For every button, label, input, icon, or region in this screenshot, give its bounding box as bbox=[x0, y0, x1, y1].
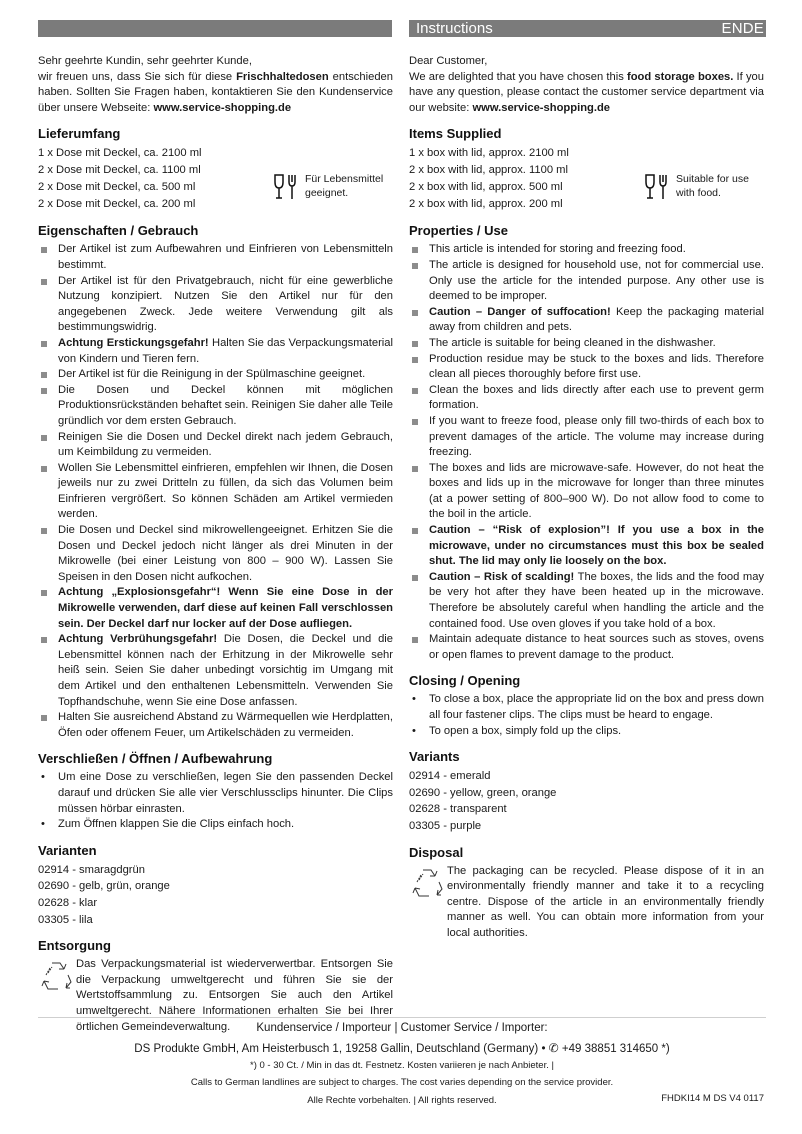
supply-section bbox=[38, 145, 393, 213]
disposal-text: Das Verpackungsmaterial ist wiederverwertbar. Entsorgen Sie die Verpackung umweltgerecht und führen Sie sie der Wertstoffsammlung zu. Entsorgen Sie auch den Artikel umweltgerecht. Nähere Informationen erhalten Sie bei Ihrer örtlichen Gemeindeverwaltung. bbox=[76, 958, 393, 1033]
properties-heading: Eigenschaften / Gebrauch bbox=[38, 223, 199, 239]
list-item: Der Artikel ist zum Aufbewahren und Einfrieren von Lebensmitteln bestimmt. bbox=[38, 242, 393, 273]
footer bbox=[38, 1020, 766, 1108]
closing-list bbox=[409, 692, 764, 739]
properties-heading: Properties / Use bbox=[409, 223, 508, 239]
food-safe-symbol bbox=[644, 173, 760, 201]
footer-cost-note-de: *) 0 - 30 Ct. / Min in das dt. Festnetz. Kosten variieren je nach Anbieter. | bbox=[250, 1060, 554, 1071]
column-german bbox=[38, 54, 393, 1035]
list-item: • To open a box, simply fold up the clips. bbox=[409, 724, 764, 740]
list-item: 2 x box with lid, approx. 200 ml bbox=[409, 198, 563, 211]
list-item: If you want to freeze food, please only fill two-thirds of each box to prevent damages of the article. The volume may increase during freezing. bbox=[409, 414, 764, 461]
footer-service-title: Kundenservice / Importeur | Customer Service / Importer: bbox=[256, 1022, 548, 1034]
caution-explosion: Caution – “Risk of explosion”! If you use a box in the microwave, under no circumstances must this box be sealed shut. The lid may only lie loosely on the box. bbox=[409, 523, 764, 570]
list-item: The article is designed for household use, not for commercial use. Only use the article for the intended purpose. Any other use is deemed to be improper. bbox=[409, 258, 764, 305]
list-item: 2 x box with lid, approx. 1100 ml bbox=[409, 164, 568, 177]
list-item: 02628 - klar bbox=[38, 896, 98, 909]
supply-heading: Items Supplied bbox=[409, 126, 502, 142]
header-language-code: ENDE bbox=[721, 20, 764, 37]
list-item: 02690 - gelb, grün, orange bbox=[38, 880, 170, 893]
disposal-heading: Entsorgung bbox=[38, 938, 111, 954]
list-item: 02628 - transparent bbox=[409, 803, 507, 816]
list-item: The article is suitable for being cleaned in the dishwasher. bbox=[409, 336, 764, 352]
list-item: 1 x box with lid, approx. 2100 ml bbox=[409, 147, 569, 160]
caution-explosion: Achtung „Explosionsgefahr“! Wenn Sie eine Dose in der Mikrowelle verwenden, darf diese auf keinen Fall verschlossen sein. Der Deckel darf nur locker auf der Dose aufliegen. bbox=[38, 585, 393, 632]
list-item: Die Dosen und Deckel können mit möglichen Produktionsrückständen behaftet sein. Reinigen Sie daher alle Teile gründlich vor dem ersten Gebrauch. bbox=[38, 383, 393, 430]
variants-heading: Varianten bbox=[38, 842, 97, 858]
list-item: 1 x Dose mit Deckel, ca. 2100 ml bbox=[38, 147, 202, 160]
header-bar-en bbox=[409, 20, 766, 37]
list-item: Reinigen Sie die Dosen und Deckel direkt nach jedem Gebrauch, um Keimbildung zu vermeiden. bbox=[38, 430, 393, 461]
footer-divider bbox=[38, 1017, 766, 1018]
list-item: Maintain adequate distance to heat sources such as stoves, ovens or open flames to prevent damage to the product. bbox=[409, 632, 764, 663]
list-item: • Um eine Dose zu verschließen, legen Sie den passenden Deckel darauf und drücken Sie alle vier Verschlussclips hinunter. Die Clips müssen hörbar einrasten. bbox=[38, 770, 393, 817]
disposal-section bbox=[409, 864, 764, 942]
list-item: 02914 - smaragdgrün bbox=[38, 863, 145, 876]
list-item: 2 x Dose mit Deckel, ca. 500 ml bbox=[38, 181, 196, 194]
intro-paragraph: We are delighted that you have chosen this food storage boxes. If you have any question, please contact the customer service department via our website: www.service-shopping.de bbox=[409, 70, 764, 114]
list-item: 02914 - emerald bbox=[409, 770, 491, 783]
closing-list bbox=[38, 770, 393, 832]
food-safe-symbol bbox=[273, 173, 389, 201]
footer-address: DS Produkte GmbH, Am Heisterbusch 1, 19258 Gallin, Deutschland (Germany) • ✆ +49 38851 314650 *) bbox=[134, 1041, 670, 1055]
caution-scalding: Caution – Risk of scalding! The boxes, the lids and the food may be very hot after they have been heated up in the microwave. Therefore be absolutely careful when handling the article and the contained food. Use oven gloves if you take hold of a box. bbox=[409, 570, 764, 632]
glass-fork-icon bbox=[644, 173, 670, 201]
column-english bbox=[409, 54, 764, 942]
footer-rights: Alle Rechte vorbehalten. | All rights reserved. bbox=[307, 1095, 497, 1106]
properties-list bbox=[38, 242, 393, 741]
list-item: Wollen Sie Lebensmittel einfrieren, empfehlen wir Ihnen, die Dosen jeweils nur zu zwei Dritteln zu füllen, da sich das Volumen beim Einfrieren vergrößert. So können Schäden am Artikel vermieden werden. bbox=[38, 461, 393, 523]
list-item: 03305 - purple bbox=[409, 819, 482, 832]
model-number: FHDKI14 M DS V4 0117 bbox=[661, 1093, 764, 1104]
list-item: Production residue may be stuck to the boxes and lids. Therefore clean all pieces thoroughly before first use. bbox=[409, 352, 764, 383]
glass-fork-icon bbox=[273, 173, 299, 201]
list-item: • To close a box, place the appropriate lid on the box and press down all four fastener clips. The clips must be heard to engage. bbox=[409, 692, 764, 723]
closing-heading: Closing / Opening bbox=[409, 673, 521, 689]
greeting: Dear Customer, bbox=[409, 55, 488, 67]
list-item: • Zum Öffnen klappen Sie die Clips einfach hoch. bbox=[38, 817, 393, 833]
recycle-icon bbox=[38, 959, 76, 993]
closing-heading: Verschließen / Öffnen / Aufbewahrung bbox=[38, 751, 273, 767]
phone-icon: ✆ bbox=[548, 1041, 559, 1055]
website-link[interactable]: www.service-shopping.de bbox=[153, 101, 292, 114]
caution-suffocation: Caution – Danger of suffocation! Keep the packaging material away from children and pets. bbox=[409, 305, 764, 336]
supply-section bbox=[409, 145, 764, 213]
supply-heading: Lieferumfang bbox=[38, 126, 121, 142]
list-item: 03305 - lila bbox=[38, 913, 93, 926]
variants-heading: Variants bbox=[409, 749, 460, 765]
list-item: This article is intended for storing and freezing food. bbox=[409, 242, 764, 258]
header-title: Instructions bbox=[416, 20, 493, 37]
footer-cost-note-en: Calls to German landlines are subject to charges. The cost varies depending on the service provider. bbox=[190, 1076, 614, 1088]
variants-list bbox=[409, 768, 764, 834]
list-item: 2 x Dose mit Deckel, ca. 200 ml bbox=[38, 198, 196, 211]
list-item: Halten Sie ausreichend Abstand zu Wärmequellen wie Herdplatten, Öfen oder offenem Feuer, um Artikelschäden zu vermeiden. bbox=[38, 710, 393, 741]
header-bar-de bbox=[38, 20, 392, 37]
intro-paragraph: wir freuen uns, dass Sie sich für diese Frischhaltedosen entschieden haben. Sollten Sie Fragen haben, kontaktieren Sie den Kundenservice über unsere Webseite: www.service-shopping.de bbox=[38, 70, 393, 114]
list-item: Clean the boxes and lids directly after each use to prevent germ formation. bbox=[409, 383, 764, 414]
properties-list bbox=[409, 242, 764, 663]
variants-list bbox=[38, 862, 393, 928]
list-item: Der Artikel ist für den Privatgebrauch, nicht für eine gewerbliche Nutzung konzipiert. Nutzen Sie den Artikel nur für den angegebenen Zweck. Jede weitere Verwendung gilt als bestimmungswidrig. bbox=[38, 274, 393, 336]
disposal-text: The packaging can be recycled. Please dispose of it in an environmentally friendly manner and take it to a recycling centre. Dispose of the article in an environmentally friendly manner as well. You can obtain more information from your local authorities. bbox=[447, 864, 764, 939]
disposal-heading: Disposal bbox=[409, 844, 464, 860]
caution-scalding: Achtung Verbrühungsgefahr! Die Dosen, die Deckel und die Lebensmittel können nach der Erhitzung in der Mikrowelle sehr heiß sein. Seien Sie daher unbedingt vorsichtig im Umgang mit dem Artikel und den enthaltenen Lebensmitteln. Verwenden Sie Topfhandschuhe, wenn Sie eine Dose anfassen. bbox=[38, 632, 393, 710]
list-item: 2 x Dose mit Deckel, ca. 1100 ml bbox=[38, 164, 201, 177]
food-safe-text: Für Lebensmittel geeignet. bbox=[305, 173, 384, 199]
list-item: The boxes and lids are microwave-safe. However, do not heat the boxes and lids up in the microwave for longer than three minutes (at a power setting of 800–900 W). Do not allow food to come to the boil in the article. bbox=[409, 461, 764, 523]
recycle-icon bbox=[409, 866, 447, 900]
caution-suffocation: Achtung Erstickungsgefahr! Halten Sie das Verpackungsmaterial von Kindern und Tieren fern. bbox=[38, 336, 393, 367]
list-item: 02690 - yellow, green, orange bbox=[409, 786, 557, 799]
greeting: Sehr geehrte Kundin, sehr geehrter Kunde, bbox=[38, 55, 252, 67]
list-item: 2 x box with lid, approx. 500 ml bbox=[409, 181, 563, 194]
list-item: Die Dosen und Deckel sind mikrowellengeeignet. Erhitzen Sie die Dosen und Deckel jedoch nicht länger als drei Minuten in der Mikrowelle (bei einer Leistung von 800 – 900 W). Lassen Sie Speisen in den Dosen nicht aufkochen. bbox=[38, 523, 393, 585]
website-link[interactable]: www.service-shopping.de bbox=[472, 101, 611, 114]
food-safe-text: Suitable for use with food. bbox=[676, 173, 749, 199]
list-item: Der Artikel ist für die Reinigung in der Spülmaschine geeignet. bbox=[38, 367, 393, 383]
